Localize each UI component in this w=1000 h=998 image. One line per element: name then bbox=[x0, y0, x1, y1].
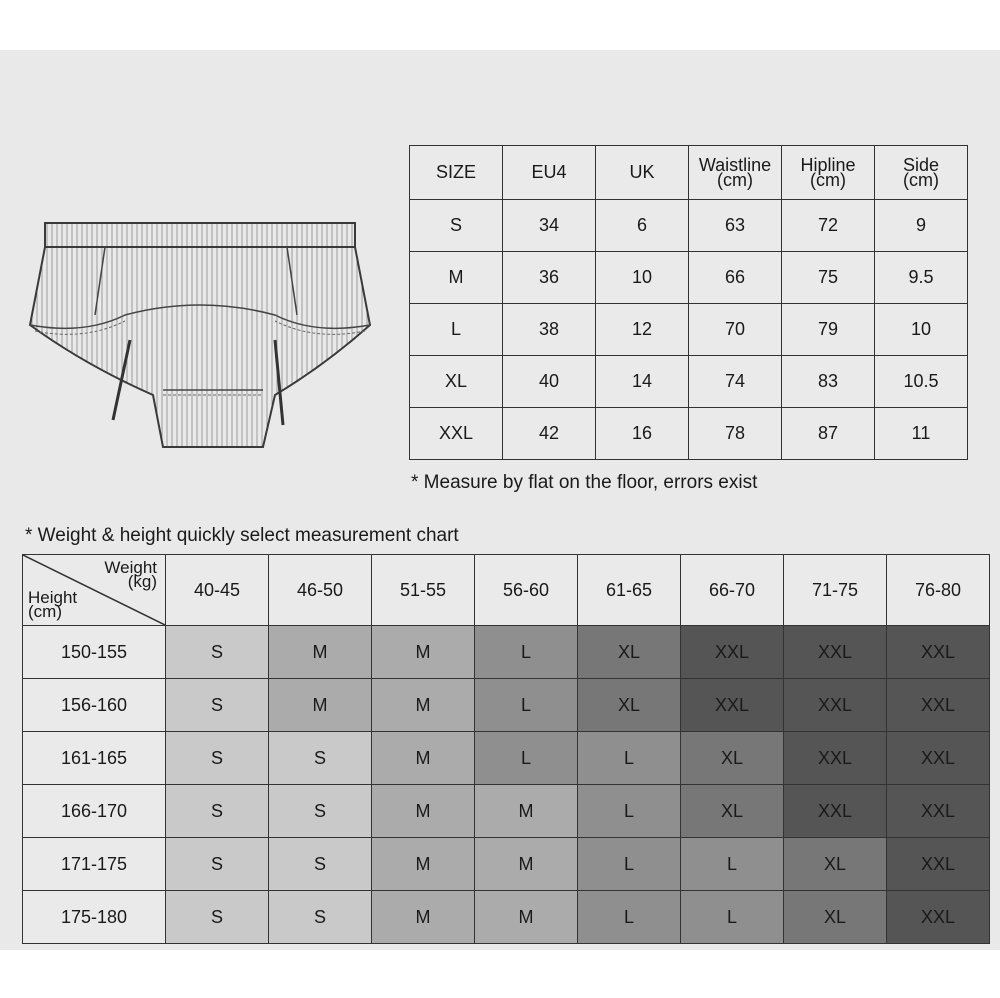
table-row bbox=[410, 252, 968, 304]
size-cell: M bbox=[269, 626, 372, 679]
size-cell: S bbox=[166, 626, 269, 679]
table-cell: 70 bbox=[689, 304, 782, 356]
size-cell: L bbox=[681, 891, 784, 944]
table-cell: 42 bbox=[503, 408, 596, 460]
header-text: UK bbox=[629, 162, 655, 182]
table-cell: 10 bbox=[875, 304, 968, 356]
size-cell: L bbox=[578, 785, 681, 838]
header-text: Waistline bbox=[698, 154, 772, 175]
height-row-header: 175-180 bbox=[23, 891, 166, 944]
size-col-header bbox=[596, 146, 689, 200]
size-cell: S bbox=[269, 891, 372, 944]
corner-weight-label bbox=[104, 558, 157, 591]
size-col-header bbox=[410, 146, 503, 200]
size-cell: M bbox=[372, 838, 475, 891]
size-cell: M bbox=[372, 732, 475, 785]
size-cell: S bbox=[269, 785, 372, 838]
size-cell: XXL bbox=[887, 626, 990, 679]
size-cell: XXL bbox=[887, 679, 990, 732]
table-row bbox=[23, 785, 990, 838]
height-row-header: 171-175 bbox=[23, 838, 166, 891]
size-cell: XXL bbox=[784, 732, 887, 785]
header-unit: (cm) bbox=[717, 169, 753, 190]
height-row-header: 166-170 bbox=[23, 785, 166, 838]
size-cell: L bbox=[475, 679, 578, 732]
height-row-header: 150-155 bbox=[23, 626, 166, 679]
table-cell: 10 bbox=[596, 252, 689, 304]
size-cell: L bbox=[681, 838, 784, 891]
size-col-header bbox=[689, 146, 782, 200]
weight-height-chart bbox=[22, 554, 990, 944]
height-row-header: 156-160 bbox=[23, 679, 166, 732]
size-cell: L bbox=[475, 732, 578, 785]
measure-note: * Measure by flat on the floor, errors exist bbox=[411, 472, 758, 493]
weight-label: Weight bbox=[104, 558, 157, 577]
table-cell: S bbox=[410, 200, 503, 252]
weight-unit: (kg) bbox=[127, 572, 157, 591]
size-cell: M bbox=[475, 891, 578, 944]
table-cell: 79 bbox=[782, 304, 875, 356]
weight-col-header: 51-55 bbox=[372, 555, 475, 626]
size-cell: XXL bbox=[681, 679, 784, 732]
table-cell: 9 bbox=[875, 200, 968, 252]
size-cell: XL bbox=[681, 732, 784, 785]
header-unit: (cm) bbox=[903, 169, 939, 190]
table-row bbox=[23, 732, 990, 785]
size-guide-panel bbox=[0, 50, 1000, 950]
table-cell: 40 bbox=[503, 356, 596, 408]
size-cell: XXL bbox=[887, 785, 990, 838]
size-cell: S bbox=[166, 891, 269, 944]
table-cell: 14 bbox=[596, 356, 689, 408]
size-cell: L bbox=[475, 626, 578, 679]
size-cell: XXL bbox=[887, 891, 990, 944]
corner-header bbox=[23, 555, 166, 626]
size-cell: XXL bbox=[887, 732, 990, 785]
size-header-row bbox=[410, 146, 968, 200]
table-cell: XXL bbox=[410, 408, 503, 460]
table-cell: L bbox=[410, 304, 503, 356]
table-cell: 72 bbox=[782, 200, 875, 252]
weight-col-header: 40-45 bbox=[166, 555, 269, 626]
size-cell: S bbox=[166, 838, 269, 891]
size-cell: L bbox=[578, 891, 681, 944]
size-cell: XXL bbox=[784, 626, 887, 679]
height-row-header: 161-165 bbox=[23, 732, 166, 785]
table-cell: 11 bbox=[875, 408, 968, 460]
table-cell: 9.5 bbox=[875, 252, 968, 304]
header-text: Hipline bbox=[800, 154, 856, 175]
size-cell: XXL bbox=[681, 626, 784, 679]
size-cell: XXL bbox=[784, 679, 887, 732]
size-cell: M bbox=[475, 838, 578, 891]
header-text: SIZE bbox=[435, 162, 476, 182]
table-cell: 38 bbox=[503, 304, 596, 356]
table-cell: 78 bbox=[689, 408, 782, 460]
weight-col-header: 76-80 bbox=[887, 555, 990, 626]
size-cell: XL bbox=[578, 626, 681, 679]
table-cell: 10.5 bbox=[875, 356, 968, 408]
table-row bbox=[410, 408, 968, 460]
size-cell: S bbox=[166, 679, 269, 732]
size-chart-table bbox=[409, 145, 968, 460]
size-cell: L bbox=[578, 732, 681, 785]
size-cell: M bbox=[372, 626, 475, 679]
size-cell: XL bbox=[578, 679, 681, 732]
table-row bbox=[410, 304, 968, 356]
size-col-header bbox=[503, 146, 596, 200]
size-cell: M bbox=[372, 891, 475, 944]
size-cell: XL bbox=[784, 891, 887, 944]
corner-height-label bbox=[28, 588, 78, 621]
table-cell: 63 bbox=[689, 200, 782, 252]
size-cell: M bbox=[475, 785, 578, 838]
chart-title: * Weight & height quickly select measurement chart bbox=[25, 525, 459, 546]
height-label: Height bbox=[28, 588, 78, 607]
header-text: Side bbox=[902, 154, 940, 175]
header-unit: (cm) bbox=[810, 169, 846, 190]
size-cell: S bbox=[166, 732, 269, 785]
size-cell: XL bbox=[784, 838, 887, 891]
table-row bbox=[410, 356, 968, 408]
table-cell: 6 bbox=[596, 200, 689, 252]
size-cell: L bbox=[578, 838, 681, 891]
size-cell: M bbox=[372, 679, 475, 732]
weight-col-header: 66-70 bbox=[681, 555, 784, 626]
header-text: EU4 bbox=[531, 162, 567, 182]
table-cell: M bbox=[410, 252, 503, 304]
size-cell: S bbox=[166, 785, 269, 838]
size-cell: M bbox=[269, 679, 372, 732]
table-cell: 74 bbox=[689, 356, 782, 408]
table-row bbox=[410, 200, 968, 252]
table-cell: 16 bbox=[596, 408, 689, 460]
size-cell: XL bbox=[681, 785, 784, 838]
table-cell: 66 bbox=[689, 252, 782, 304]
weight-col-header: 46-50 bbox=[269, 555, 372, 626]
size-cell: XXL bbox=[784, 785, 887, 838]
table-cell: 87 bbox=[782, 408, 875, 460]
size-cell: S bbox=[269, 838, 372, 891]
height-unit: (cm) bbox=[28, 602, 62, 621]
weight-col-header: 61-65 bbox=[578, 555, 681, 626]
weight-col-header: 71-75 bbox=[784, 555, 887, 626]
table-cell: 36 bbox=[503, 252, 596, 304]
size-cell: S bbox=[269, 732, 372, 785]
table-cell: 34 bbox=[503, 200, 596, 252]
table-row bbox=[23, 679, 990, 732]
size-cell: M bbox=[372, 785, 475, 838]
size-col-header bbox=[875, 146, 968, 200]
table-cell: XL bbox=[410, 356, 503, 408]
weight-col-header: 56-60 bbox=[475, 555, 578, 626]
size-cell: XXL bbox=[887, 838, 990, 891]
table-cell: 12 bbox=[596, 304, 689, 356]
table-row bbox=[23, 891, 990, 944]
briefs-illustration bbox=[25, 215, 375, 450]
table-cell: 75 bbox=[782, 252, 875, 304]
size-col-header bbox=[782, 146, 875, 200]
table-row bbox=[23, 838, 990, 891]
table-row bbox=[23, 626, 990, 679]
table-cell: 83 bbox=[782, 356, 875, 408]
